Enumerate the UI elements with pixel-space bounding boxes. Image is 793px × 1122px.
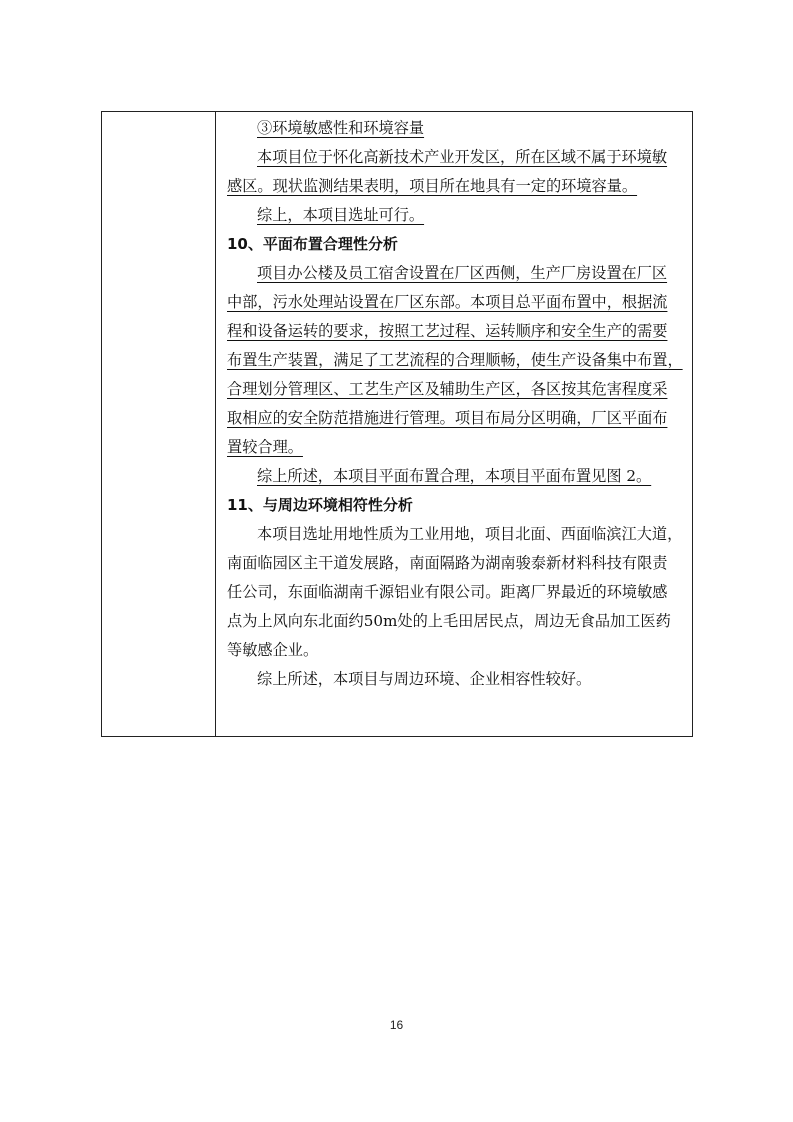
content-table xyxy=(101,111,693,737)
text-line: 布置生产装置，满足了工艺流程的合理顺畅，使生产设备集中布置， xyxy=(227,351,683,369)
text-line: 综上，本项目选址可行。 xyxy=(257,206,425,224)
text-line: 中部，污水处理站设置在厂区东部。本项目总平面布置中，根据流 xyxy=(227,293,668,311)
text-line: 综上所述，本项目与周边环境、企业相容性较好。 xyxy=(257,670,592,688)
text-line: 项目办公楼及员工宿舍设置在厂区西侧，生产厂房设置在厂区 xyxy=(257,264,668,282)
section-heading: 10、平面布置合理性分析 xyxy=(227,235,398,253)
section-heading: 11、与周边环境相符性分析 xyxy=(227,496,413,514)
text-line: 南面临园区主干道发展路，南面隔路为湖南骏泰新材料科技有限责 xyxy=(227,554,668,572)
text-line: 程和设备运转的要求，按照工艺过程、运转顺序和安全生产的需要 xyxy=(227,322,668,340)
text-line: 置较合理。 xyxy=(227,438,303,456)
text-line: 任公司，东面临湖南千源铝业有限公司。距离厂界最近的环境敏感 xyxy=(227,583,668,601)
table-content-cell xyxy=(218,112,692,736)
text-line: 等敏感企业。 xyxy=(227,641,319,659)
text-line: 综上所述，本项目平面布置合理，本项目平面布置见图 2。 xyxy=(257,467,652,485)
page-number: 16 xyxy=(389,1018,404,1032)
text-line: ③环境敏感性和环境容量 xyxy=(257,119,425,137)
text-line: 取相应的安全防范措施进行管理。项目布局分区明确，厂区平面布 xyxy=(227,409,668,427)
text-line: 点为上风向东北面约50m处的上毛田居民点，周边无食品加工医药 xyxy=(227,612,671,630)
table-left-cell xyxy=(102,112,216,736)
text-line: 感区。现状监测结果表明，项目所在地具有一定的环境容量。 xyxy=(227,177,638,195)
text-line: 合理划分管理区、工艺生产区及辅助生产区，各区按其危害程度采 xyxy=(227,380,668,398)
text-line: 本项目选址用地性质为工业用地，项目北面、西面临滨江大道， xyxy=(257,525,683,543)
text-line: 本项目位于怀化高新技术产业开发区，所在区域不属于环境敏 xyxy=(257,148,668,166)
